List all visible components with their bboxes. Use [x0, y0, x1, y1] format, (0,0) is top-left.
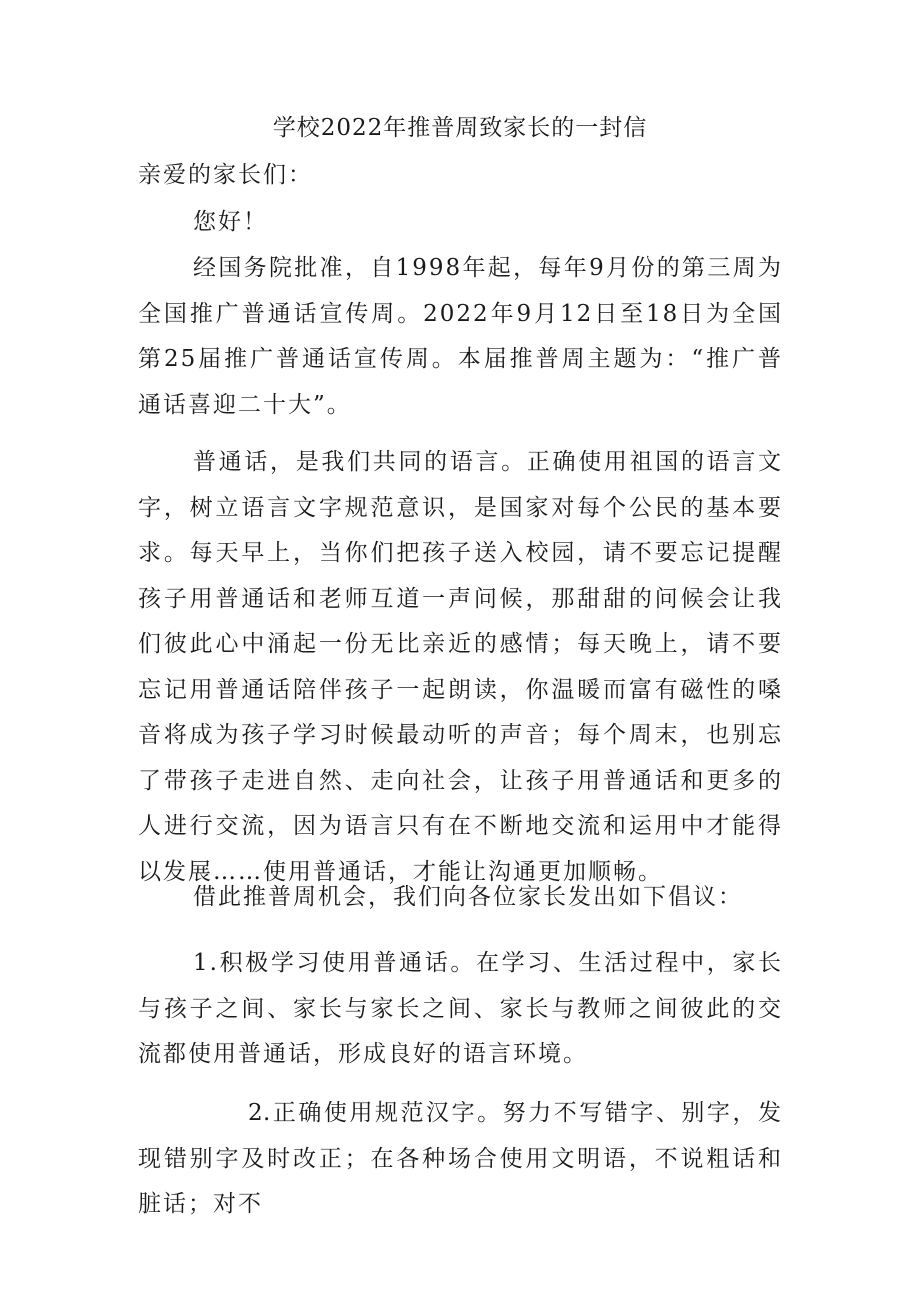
- paragraph-2: 普通话，是我们共同的语言。正确使用祖国的语言文字，树立语言文字规范意识，是国家对每个公民的基本要求。每天早上，当你们把孩子送入校园，请不要忘记提醒孩子用普通话和老师互道一声问候，那甜甜的问候会让我们彼此心中涌起一份无比亲近的感情；每天晚上，请不要忘记用普通话陪伴孩子一起朗读，你温暖而富有磁性的嗓音将成为孩子学习时候最动听的声音；每个周末，也别忘了带孩子走进自然、走向社会，让孩子用普通话和更多的人进行交流，因为语言只有在不断地交流和运用中才能得以发展……使用普通话，才能让沟通更加顺畅。: [138, 449, 783, 885]
- proposal-item-2: [138, 1091, 783, 1228]
- salutation: 亲爱的家长们：: [138, 162, 313, 188]
- paragraph-3: 借此推普周机会，我们向各位家长发出如下倡议：: [193, 884, 743, 910]
- proposal-item-2-text: .正确使用规范汉字。努力不写错字、别字，发现错别字及时改正；在各种场合使用文明语，不说粗话和脏话；对不: [138, 1100, 783, 1217]
- document-title: 学校2022年推普周致家长的一封信: [272, 115, 648, 141]
- greeting: 您好！: [193, 209, 268, 235]
- proposal-item-1: 1.积极学习使用普通话。在学习、生活过程中，家长与孩子之间、家长与家长之间、家长与教师之间彼此的交流都使用普通话，形成良好的语言环境。: [138, 950, 783, 1067]
- paragraph-1: 经国务院批准，自1998年起，每年9月份的第三周为全国推广普通话宣传周。2022年9月12日至18日为全国第25届推广普通话宣传周。本届推普周主题为：“推广普通话喜迎二十大”。: [138, 255, 783, 418]
- proposal-item-2-number: 2: [248, 1100, 265, 1126]
